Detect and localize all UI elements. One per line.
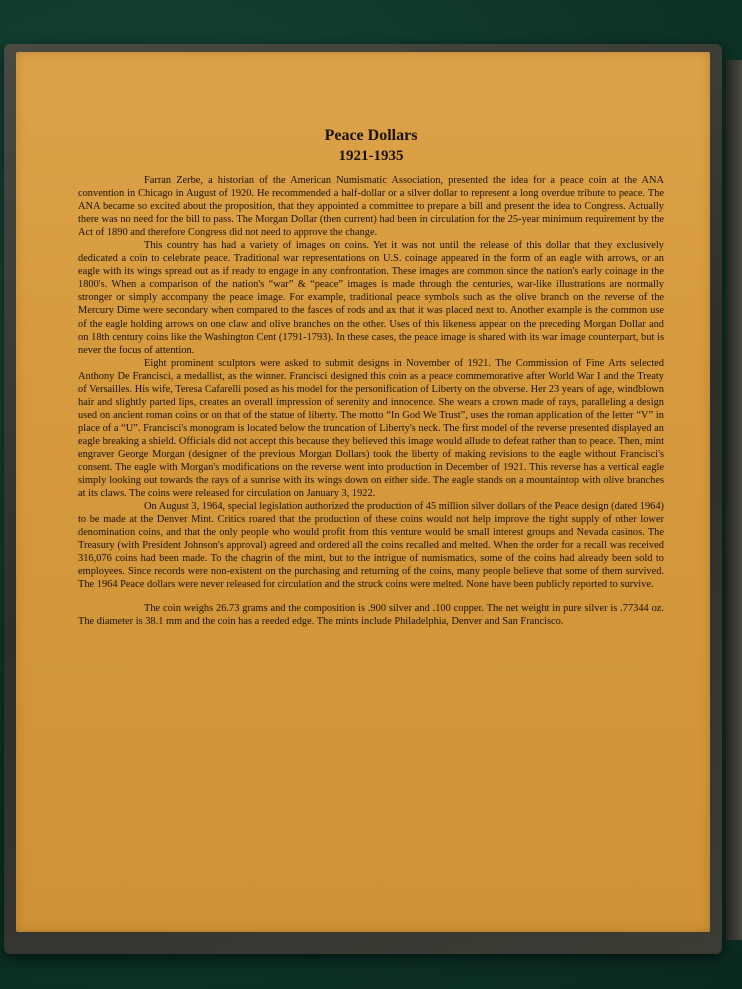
info-page (16, 52, 710, 932)
paragraph-history: Farran Zerbe, a historian of the American Numismatic Association, presented the idea for a peace coin at the ANA convention in Chicago in August of 1920. He recommended a half-dollar or a silver dollar to represent a long overdue tribute to peace. The ANA became so excited about the proposition, that they appointed a committee to prepare a bill and present the idea to Congress. Actually there was no need for the bill to pass. The Morgan Dollar (then current) had been in circulation for the 25-year minimum requirement by the Act of 1890 and therefore Congress did not need to approve the change. (78, 175, 664, 239)
paragraph-design: Eight prominent sculptors were asked to submit designs in November of 1921. The Commission of Fine Arts selected Anthony De Francisci, a medallist, as the winner. Francisci designed this coin as a peace commemorative after World War I and the Treaty of Versailles. His wife, Teresa Cafarelli posed as his model for the personification of Liberty on the obverse. Her 23 years of age, windblown hair and slightly parted lips, creates an overall impression of serenity and innocence. She wears a crown made of rays, paralleling a design used on ancient roman coins or on that of the statue of liberty. The motto “In God We Trust”, uses the roman application of the letter “V” in place of a “U”. Francisci's monogram is located below the truncation of Liberty's neck. The first model of the reverse presented displayed an eagle breaking a shield. Officials did not accept this because they believed this image would allude to defeat rather than to peace. Then, mint engraver George Morgan (designer of the previous Morgan Dollars) took the liberty of making revisions to the eagle without Francisci's consent. The eagle with Morgan's modifications on the reverse went into production in December of 1921. This reverse has a vertical eagle simply looking out towards the rays of a sunrise with its wings down on either side. The eagle stands on a mountaintop with olive branches at its claws. The coins were released for circulation on January 3, 1922. (78, 357, 664, 500)
page-title: Peace Dollars (324, 127, 418, 144)
adjacent-folder-edge (726, 60, 742, 940)
coin-folder (4, 44, 722, 954)
paragraph-images: This country has had a variety of images on coins. Yet it was not until the release of this dollar that they exclusively dedicated a coin to celebrate peace. Traditional war representations on U.S. coinage appeared in the form of an eagle with arrows, or an eagle with its wings spread out as if ready to engage in any confrontation. These images are common since the nation's early coinage in the 1800's. When a comparison of the nation's “war” & “peace” images is made through the centuries, war-like illustrations are normally stronger or simply accompany the peace image. For example, traditional peace symbols such as the olive branch on the reverse of the Mercury Dime were secondary when compared to the fasces of rods and ax that it was placed next to. Another example is the common use of the eagle holding arrows on one claw and olive branches on the other. Uses of this likeness appear on the preceding Morgan Dollar and on 18th century coins like the Washington Cent (1791-1793). In these cases, the peace image is shared with its war image counterpart, but is never the focus of attention. (78, 240, 664, 356)
paragraph-specs: The coin weighs 26.73 grams and the composition is .900 silver and .100 copper. The net weight in pure silver is .77344 oz. The diameter is 38.1 mm and the coin has a reeded edge. The mints include Philadelphia, Denver and San Francisco. (78, 602, 664, 627)
page-subtitle: 1921-1935 (338, 148, 404, 164)
paragraph-1964: On August 3, 1964, special legislation authorized the production of 45 million silver dollars of the Peace design (dated 1964) to be made at the Denver Mint. Critics roared that the production of these coins would not help improve the tight supply of other lower denomination coins, and that the only people who would profit from this venture would be small interest groups and Nevada casinos. The Treasury (with President Johnson's approval) agreed and ordered all the coins recalled and melted. When the order for a recall was received 316,076 coins had been made. To the chagrin of the mint, but to the intrigue of numismatics, some of the coins had already been sold to employees. Since records were non-existent on the purchasing and returning of the coins, many people believe that some of them survived. The 1964 Peace dollars were never released for circulation and the struck coins were melted. None have been publicly reported to survive. (78, 501, 664, 591)
page-content (78, 126, 664, 628)
